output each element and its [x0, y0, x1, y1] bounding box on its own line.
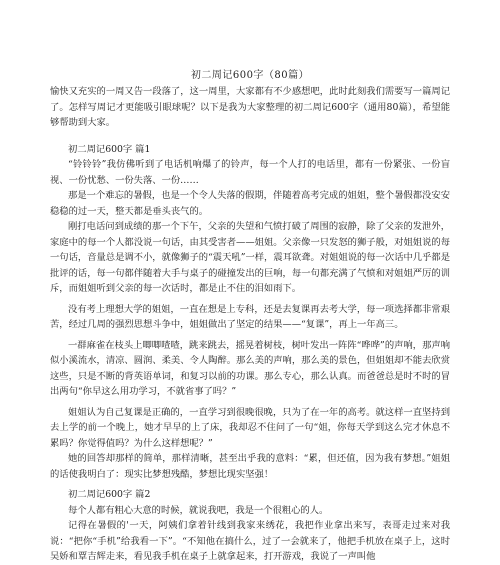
section-heading: 初二周记600字 篇1 — [68, 143, 151, 155]
article-body — [50, 84, 450, 565]
paragraph: 每个人都有粗心大意的时候，就说我吧，我是一个很粗心的人。 — [68, 504, 329, 516]
paragraph: “铃铃铃”我仿佛听到了电话机响爆了的铃声，每一个人打的电话里，都有一份紧张、一份盲视、一份忧愁、一份失落、一份…… — [50, 159, 450, 186]
section-heading: 初二周记600字 篇2 — [68, 489, 151, 500]
paragraph: 刚打电话问到成绩的那一个下午，父亲的失望和气愤打破了周围的寂静，除了父亲的发泄外，家庭中的每一个人都没说一句话，由其受害者——姐姐。父亲像一只发怒的狮子般，对姐姐说的每一句话，音量总是调不小，就像狮子的“震天吼”一样，震耳欲聋。对姐姐说的每一次话中几乎都是批评的话，每一句都伴随着大手与桌子的碰撞发出的巨响，每一句都充满了气愤和对姐姐严厉的训斥，而姐姐听到父亲的每一次话时，都是止不住的泪如雨下。 — [50, 221, 450, 294]
intro-paragraph: 愉快又充实的一周又告一段落了，这一周里，大家都有不少感想吧，此时此刻我们需要写一篇周记了。怎样写周记才更能吸引眼球呢？以下是我为大家整理的初二周记600字（通用80篇），希望能够帮助到大家。 — [50, 86, 450, 128]
paragraph: 一群麻雀在枝头上唧唧喳喳，跳来跳去，摇晃着树枝，树叶发出一阵阵“哗哗”的声响，那声响似小溪流水，清凉、圆润、柔美、令人陶醉。那么美的声响，那么美的景色，但姐姐却不能去欣赏这些，只是不断的背英语单词，和复习以前的功课。那么专心，那么认真。而爸爸总是时不时的冒出两句“你早这么用功学习，不就省事了吗？” — [50, 339, 450, 397]
paragraph: 那是一个难忘的暑假，也是一个令人失落的假期，伴随着高考完成的姐姐，整个暑假都没安安稳稳的过一天，整天都是垂头丧气的。 — [50, 190, 450, 217]
paragraph: 没有考上理想大学的姐姐，一直在想是上专科，还是去复课再去考大学，每一项选择都非常艰苦，经过几周的强烈思想斗争中，姐姐做出了坚定的结果——“复课”，再上一年高三。 — [50, 303, 450, 330]
paragraph: 她的回答却那样的简单，那样清晰，甚至出乎我的意料：“累，但还值，因为我有梦想。”姐姐的话使我明白了：现实比梦想残酷，梦想比现实坚强！ — [50, 453, 450, 480]
paragraph: 记得在暑假的'一天，阿姨们拿着针线到我家来绣花，我把作业拿出来写，表哥走过来对我说：“把你“手机”给我看一下”。“不知他在搞什么，过了一会就来了，他把手机放在桌子上，这时吴娇和覃吉辉走来，看见我手机在桌子上就拿起来，打开游戏，我说了一声叫他 — [50, 520, 450, 562]
page-title: 初二周记600字（80篇） — [190, 70, 310, 81]
paragraph: 姐姐认为自己复课是正确的，一直学习到很晚很晚，只为了在一年的高考。就这样一直坚持到去上学的前一个晚上，她才早早的上了床，我却忍不住问了一句“姐，你每天学到这么完才休息不累吗？你觉得值吗？为什么这样想呢？” — [50, 406, 450, 449]
